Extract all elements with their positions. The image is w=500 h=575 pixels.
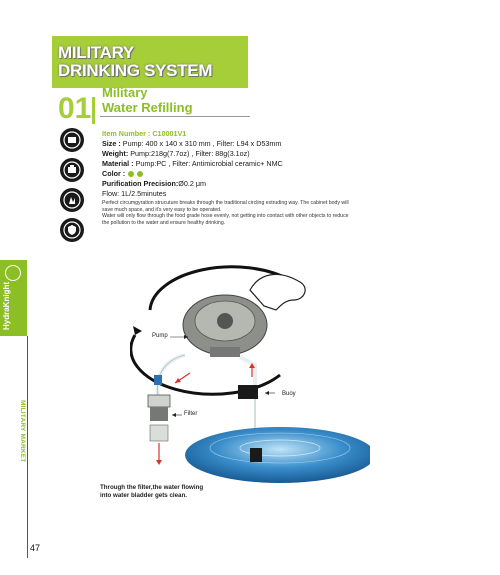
caption-line: into water bladder gets clean.: [100, 492, 187, 499]
water-refill-illustration: [130, 265, 370, 515]
description-paragraph: Water will only flow through the food grade hose evenly, not getting into contact with other objects to reduce the pollution to the water and ensure healthy drinking.: [102, 213, 349, 226]
market-label: MILITARY MARKET: [19, 400, 26, 463]
pump-label: Pump: [152, 333, 168, 339]
buoy-label: Buoy: [282, 391, 296, 397]
spec-weight: Weight: Pump:218g(7.7oz) , Filter: 88g(3.1oz): [102, 149, 250, 158]
hose-connector: [154, 375, 162, 385]
caption-line: Through the filter,the water flowing: [100, 484, 204, 491]
hand-badge-icon: [60, 188, 84, 212]
filter-label: Filter: [184, 411, 198, 417]
side-rule: [27, 336, 28, 558]
color-swatch: [128, 171, 134, 177]
spec-color: Color :: [102, 169, 143, 179]
section-title-line2: Water Refilling: [102, 100, 193, 115]
pump-base: [210, 347, 240, 357]
filter-cap: [148, 395, 170, 407]
spec-purification: Purification Precision:Ø0.2 μm: [102, 179, 207, 188]
submerged-buoy: [250, 448, 262, 462]
description: [102, 200, 352, 226]
spec-flow: Flow: 1L/2.5minutes: [102, 189, 167, 198]
color-swatch: [137, 171, 143, 177]
pump-badge-icon: [60, 128, 84, 152]
spec-material: Material : Pump:PC , Filter: Antimicrobial ceramic+ NMC: [102, 159, 283, 168]
section-divider: [92, 97, 95, 124]
section-title-line1: Military: [102, 85, 148, 100]
section-underline: [100, 116, 250, 117]
description-paragraph: Perfect circumgyration strucuture breaks through the traditional circling extruding way. The cabinet body will save much space, and it's very easy to be operated.: [102, 200, 349, 213]
filter-body: [150, 407, 168, 421]
header-title-line2: DRINKING SYSTEM: [58, 61, 213, 80]
header-title-line1: MILITARY: [58, 43, 134, 62]
brand-name: HydraKnight: [2, 282, 11, 330]
fist-badge-icon: [60, 158, 84, 182]
brand-mark-icon: [5, 265, 21, 281]
hand-drawing: [250, 274, 305, 310]
buoy-block: [238, 385, 258, 399]
spec-size: Size : Pump: 400 x 140 x 310 mm , Filter: L94 x D53mm: [102, 139, 282, 148]
shield-badge-icon: [60, 218, 84, 242]
section-number: 01: [58, 92, 92, 125]
spec-item-number: Item Number : C10001V1: [102, 129, 187, 138]
page-number: 47: [30, 543, 41, 553]
filter-cartridge: [150, 425, 168, 441]
illustration-caption: [100, 484, 260, 500]
